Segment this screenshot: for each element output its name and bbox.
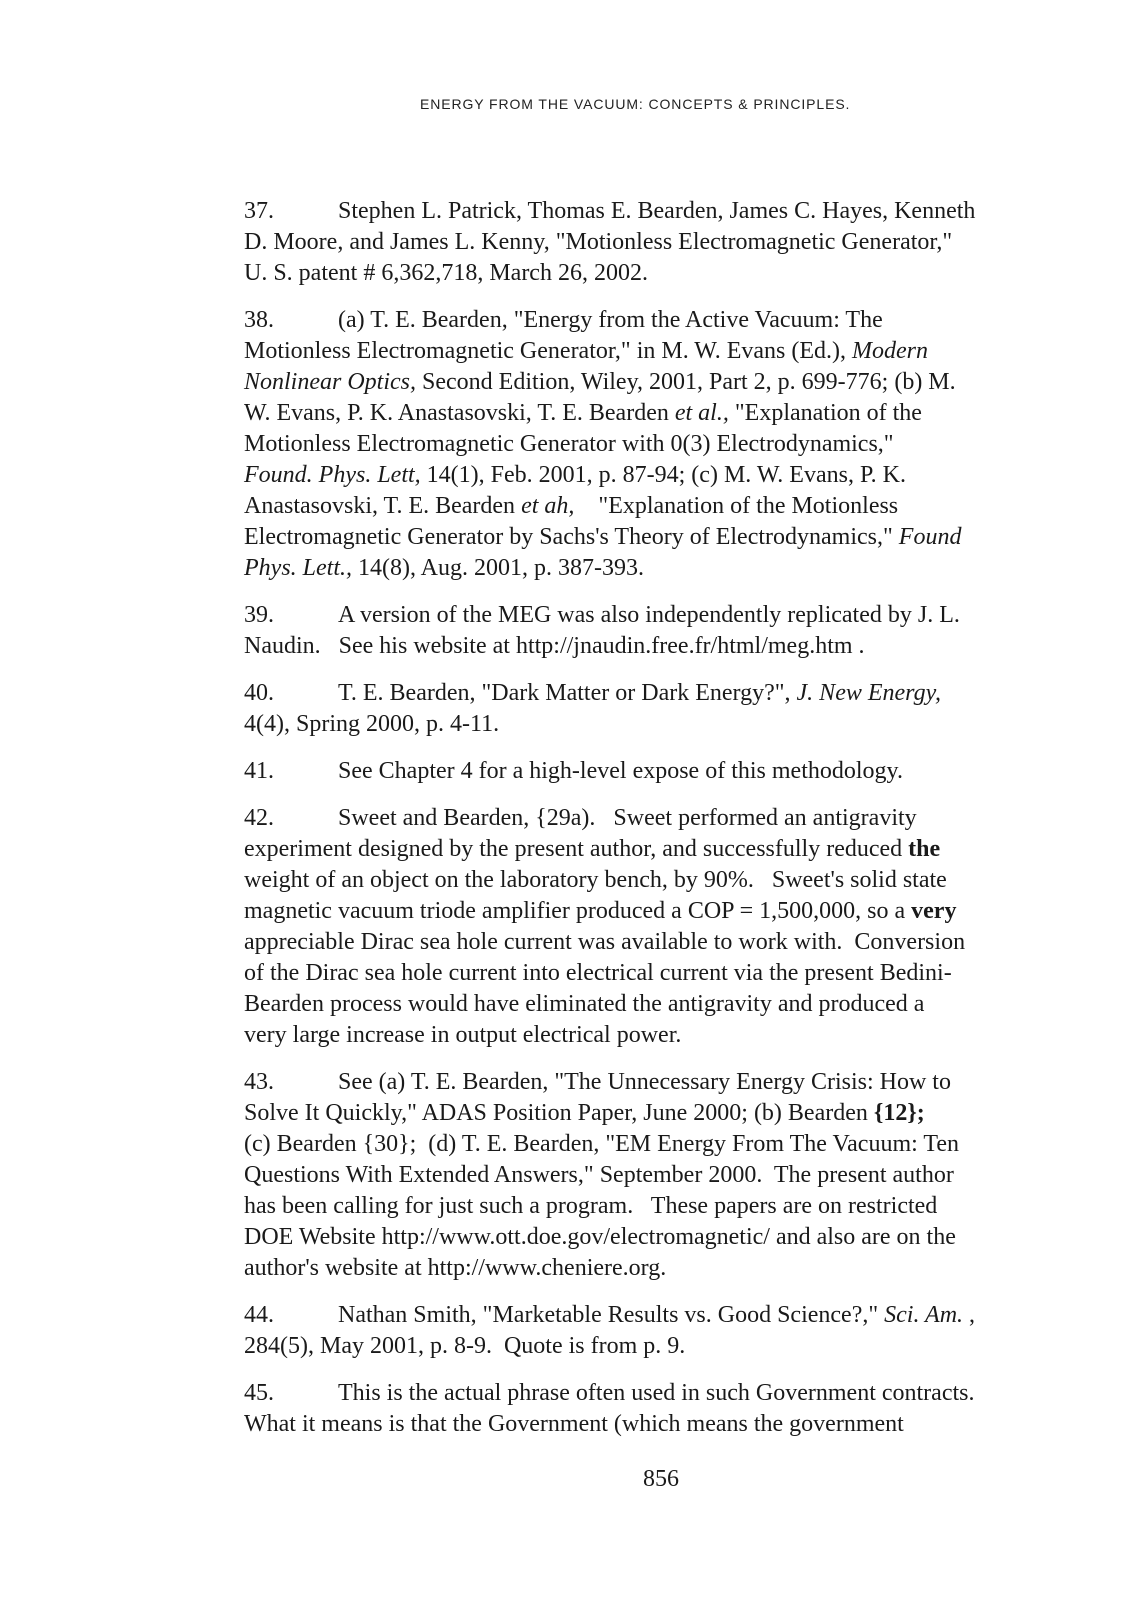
endnote-text: See Chapter 4 for a high-level expose of this methodology.: [338, 758, 903, 784]
endnote-number: 40.: [244, 680, 274, 706]
endnote-44: [244, 1300, 1094, 1362]
endnote-line: [244, 367, 1094, 398]
endnote-text: Anastasovski, T. E. Bearden: [244, 493, 522, 519]
endnote-line: What it means is that the Government (which means the government: [244, 1411, 904, 1437]
endnote-number: 37.: [244, 198, 274, 224]
endnote-line: U. S. patent # 6,362,718, March 26, 2002.: [244, 260, 648, 286]
endnote-43: [244, 1067, 1094, 1284]
endnote-line: of the Dirac sea hole current into electrical current via the present Bedini-: [244, 960, 952, 986]
endnote-37: [244, 196, 1094, 289]
endnote-line: Naudin. See his website at http://jnaudin.free.fr/html/meg.htm .: [244, 633, 865, 659]
endnote-text: 14(1), Feb. 2001, p. 87-94; (c) M. W. Evans, P. K.: [420, 462, 906, 488]
endnote-42: [244, 803, 1094, 1051]
journal-title: J. New Energy,: [796, 680, 941, 706]
endnote-number: 44.: [244, 1302, 274, 1328]
endnote-line: [244, 756, 1094, 787]
journal-title: Found: [898, 524, 962, 550]
endnote-line: appreciable Dirac sea hole current was available to work with. Conversion: [244, 929, 966, 955]
endnote-line: [244, 1098, 1094, 1129]
journal-title: Phys. Lett.,: [244, 555, 352, 581]
endnote-line: D. Moore, and James L. Kenny, "Motionless Electromagnetic Generator,": [244, 229, 953, 255]
endnote-line: author's website at http://www.cheniere.org.: [244, 1255, 667, 1281]
endnote-line: [244, 678, 1094, 709]
endnote-41: [244, 756, 1094, 787]
endnote-text: "Explanation of the: [728, 400, 922, 426]
endnote-text: See (a) T. E. Bearden, "The Unnecessary Energy Crisis: How to: [338, 1069, 951, 1095]
endnote-text: ,: [963, 1302, 976, 1328]
journal-title: Nonlinear Optics,: [244, 369, 416, 395]
endnote-text: A version of the MEG was also independently replicated by J. L.: [338, 602, 960, 628]
et-al: et al.,: [674, 400, 729, 426]
emphasis: {12};: [873, 1100, 925, 1126]
endnote-38: [244, 305, 1094, 584]
emphasis: the: [908, 836, 941, 862]
endnote-line: DOE Website http://www.ott.doe.gov/electromagnetic/ and also are on the: [244, 1224, 956, 1250]
journal-title: Modern: [852, 338, 929, 364]
endnote-line: has been calling for just such a program. These papers are on restricted: [244, 1193, 938, 1219]
endnote-line: [244, 834, 1094, 865]
endnote-number: 43.: [244, 1069, 274, 1095]
endnote-text: "Explanation of the Motionless: [574, 493, 899, 519]
journal-title: Found. Phys. Lett,: [244, 462, 421, 488]
endnote-line: [244, 336, 1094, 367]
endnote-line: [244, 1067, 1094, 1098]
endnote-text: This is the actual phrase often used in such Government contracts.: [338, 1380, 975, 1406]
endnote-number: 41.: [244, 758, 274, 784]
endnote-line: Questions With Extended Answers," September 2000. The present author: [244, 1162, 954, 1188]
endnote-text: 14(8), Aug. 2001, p. 387-393.: [352, 555, 644, 581]
endnote-number: 45.: [244, 1380, 274, 1406]
endnote-line: [244, 1300, 1094, 1331]
endnote-number: 39.: [244, 602, 274, 628]
endnote-line: [244, 600, 1094, 631]
endnote-text: Nathan Smith, "Marketable Results vs. Good Science?,": [338, 1302, 885, 1328]
endnote-line: Motionless Electromagnetic Generator with 0(3) Electrodynamics,": [244, 431, 894, 457]
endnote-line: [244, 460, 1094, 491]
endnote-line: 4(4), Spring 2000, p. 4-11.: [244, 711, 500, 737]
endnote-line: [244, 553, 1094, 584]
endnote-text: W. Evans, P. K. Anastasovski, T. E. Bearden: [244, 400, 675, 426]
endnote-text: magnetic vacuum triode amplifier produced a COP = 1,500,000, so a: [244, 898, 912, 924]
endnote-number: 38.: [244, 307, 274, 333]
page-number: 856: [643, 1466, 679, 1492]
endnote-text: T. E. Bearden, "Dark Matter or Dark Energy?",: [338, 680, 797, 706]
endnote-line: [244, 305, 1094, 336]
endnotes-list: [244, 196, 1094, 1456]
endnote-line: very large increase in output electrical power.: [244, 1022, 682, 1048]
endnote-text: Stephen L. Patrick, Thomas E. Bearden, James C. Hayes, Kenneth: [338, 198, 976, 224]
endnote-line: [244, 398, 1094, 429]
endnote-line: [244, 522, 1094, 553]
endnote-text: (a) T. E. Bearden, "Energy from the Active Vacuum: The: [338, 307, 883, 333]
endnote-number: 42.: [244, 805, 274, 831]
emphasis: very: [911, 898, 957, 924]
endnote-line: [244, 803, 1094, 834]
endnote-line: [244, 1378, 1094, 1409]
endnote-line: 284(5), May 2001, p. 8-9. Quote is from p. 9.: [244, 1333, 686, 1359]
endnote-line: (c) Bearden {30}; (d) T. E. Bearden, "EM Energy From The Vacuum: Ten: [244, 1131, 959, 1157]
et-al: et ah,: [521, 493, 575, 519]
journal-title: Sci. Am.: [884, 1302, 964, 1328]
endnote-line: [244, 196, 1094, 227]
endnote-line: [244, 491, 1094, 522]
endnote-text: Electromagnetic Generator by Sachs's Theory of Electrodynamics,": [244, 524, 899, 550]
endnote-text: Motionless Electromagnetic Generator," in M. W. Evans (Ed.),: [244, 338, 853, 364]
endnote-line: weight of an object on the laboratory bench, by 90%. Sweet's solid state: [244, 867, 947, 893]
endnote-line: Bearden process would have eliminated the antigravity and produced a: [244, 991, 925, 1017]
endnote-39: [244, 600, 1094, 662]
endnote-text: Sweet and Bearden, {29a). Sweet performed an antigravity: [338, 805, 917, 831]
endnote-line: [244, 896, 1094, 927]
endnote-text: Second Edition, Wiley, 2001, Part 2, p. 699-776; (b) M.: [416, 369, 956, 395]
running-header: ENERGY FROM THE VACUUM: CONCEPTS & PRINCIPLES.: [420, 96, 851, 112]
endnote-text: Solve It Quickly," ADAS Position Paper, June 2000; (b) Bearden: [244, 1100, 874, 1126]
endnote-40: [244, 678, 1094, 740]
endnote-text: experiment designed by the present author, and successfully reduced: [244, 836, 909, 862]
endnote-45: [244, 1378, 1094, 1440]
